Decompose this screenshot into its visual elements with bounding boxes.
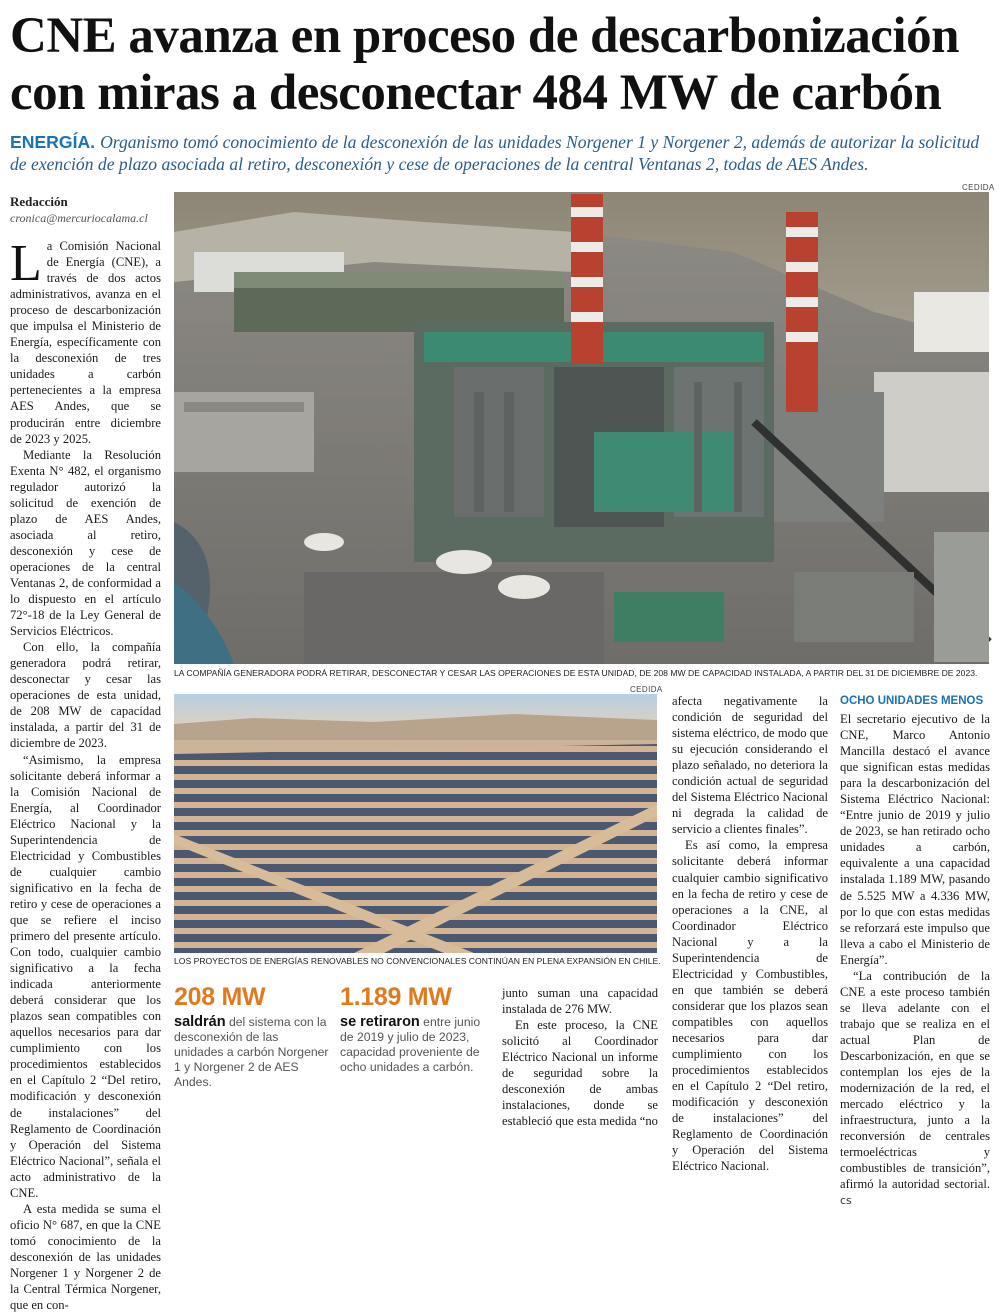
stat-number: 208 MW (174, 983, 266, 1011)
body-paragraph: Mediante la Resolución Exenta N° 482, el organismo regulador autorizó la solicitud de exención de plazo de AES Andes, asociada al retiro, desconexión y cese de operaciones de la central Ventanas 2, de conformidad a lo dispuesto en el artículo 72°-18 de la Ley General de Servicios Eléctricos. (10, 447, 161, 639)
byline-author: Redacción (10, 194, 68, 209)
body-paragraph: El secretario ejecutivo de la CNE, Marco Antonio Mancilla destacó el avance que significan estas medidas para la descarbonización del Sistema Eléctrico Nacional: “Entre junio de 2019 y julio de 2023, se han retirado ocho unidades a carbón, equivalente a una capacidad instalada 1.189 MW, pasando de 5.525 MW a 4.336 MW, por lo que con estas medidas se reforzará este impulso que lleva a cabo el Ministerio de Energía”. (840, 712, 990, 967)
body-column-2 (502, 985, 658, 1129)
main-photo-caption: LA COMPAÑÍA GENERADORA PODRÁ RETIRAR, DESCONECTAR Y CESAR LAS OPERACIONES DE ESTA UNIDAD, DE 208 MW DE CAPACIDAD INSTALADA, A PARTIR DEL 31 DE DICIEMBRE DE 2023. (174, 668, 978, 678)
section-kicker: ENERGÍA. (10, 132, 96, 152)
stat-text: se retiraron entre junio de 2019 y julio de 2023, capacidad proveniente de ocho unidades a carbón. (340, 1014, 481, 1074)
body-paragraph: Con ello, la compañía generadora podrá retirar, desconectar y cesar las operaciones de esta unidad, de 208 MW de capacidad instalada, a partir del 31 de diciembre de 2023. (10, 640, 161, 751)
stat-208mw (174, 982, 329, 1090)
body-paragraph: junto suman una capacidad instalada de 276 MW. (502, 986, 658, 1017)
byline-email[interactable]: cronica@mercuriocalama.cl (10, 211, 148, 225)
photo-credit: CEDIDA (962, 183, 995, 192)
body-paragraph: “La contribución de la CNE a este proceso también se lleva adelante con el trabajo que se realiza en el actual Plan de Descarbonización, en que se contemplan los ejes de la modernización de la red, el mercado eléctrico y la infraestructura, junto a la reconversión de centrales termoeléctricas y combustibles de transición”, afirmó la autoridad sectorial. cs (840, 968, 990, 1208)
stat-1189mw (340, 982, 488, 1075)
body-paragraph: afecta negativamente la condición de seguridad del sistema eléctrico, de modo que su ejecución considerando el plazo señalado, no deteriora la condición actual de seguridad del Sistema Eléctrico Nacional ni degrada la calidad de servicio a clientes finales”. (672, 694, 828, 837)
body-column-3 (672, 693, 828, 1174)
stat-text: saldrán del sistema con la desconexión de las unidades a carbón Norgener 1 y Norgener 2 de AES Andes. (174, 1014, 329, 1089)
body-paragraph: La Comisión Nacional de Energía (CNE), a través de dos actos administrativos, avanza en el proceso de descarbonización que impulsa el Ministerio de Energía, específicamente con la desconexión de tres unidades a carbón pertenecientes a la empresa AES Andes, que se producirán entre diciembre de 2023 y 2025. (10, 235, 161, 446)
headline: CNE avanza en proceso de descarbonización con miras a desconectar 484 MW de carbón (10, 8, 959, 121)
solar-farm-photo (174, 694, 657, 953)
byline (10, 194, 170, 226)
photo-credit: CEDIDA (630, 685, 663, 694)
end-mark: cs (840, 1194, 852, 1208)
body-paragraph: “Asimismo, la empresa solicitante deberá informar a la Comisión Nacional de Energía, al Coordinador Eléctrico Nacional y la Superintendencia de Electricidad y Combustibles de cualquier cambio significativo en la fecha de retiro y cese de operaciones a que se refiere el inciso primero del presente artículo. Con todo, cualquier cambio significativo a la fecha indicada anteriormente deberá considerar que los plazos sean compatibles con aquellos necesarios para dar cumplimiento con los procedimientos establecidos en el Capítulo 2 “Del retiro, modificación y desconexión de instalaciones” del Reglamento de Coordinación y Operación del Sistema Eléctrico Nacional”, señala el acto administrativo de la CNE. (10, 752, 161, 1200)
body-column-4 (840, 693, 990, 1208)
body-paragraph: Es así como, la empresa solicitante deberá informar cualquier cambio significativo en la fecha de retiro y cese de operaciones a la CNE, al Coordinador Eléctrico Nacional y a la Superintendencia de Electricidad y Combustibles, en que también se deberá considerar que los plazos sean compatibles con aquellos necesarios para dar cumplimiento con los procedimientos establecidos en el Capítulo 2 “Del retiro, modificación y desconexión de instalaciones” del Reglamento de Coordinación y Operación del Sistema Eléctrico Nacional. (672, 838, 828, 1174)
body-paragraph: En este proceso, la CNE solicitó al Coordinador Eléctrico Nacional un informe de seguridad sobre la desconexión de ambas instalaciones, donde se estableció que esta medida “no (502, 1018, 658, 1129)
drop-cap: L (10, 235, 42, 292)
power-plant-photo (174, 192, 989, 664)
body-column-1 (10, 235, 161, 1313)
deck-text: Organismo tomó conocimiento de la desconexión de las unidades Norgener 1 y Norgener 2, además de autorizar la solicitud de exención de plazo asociada al retiro, desconexión y cese de operaciones de la central Ventanas 2, todas de AES Andes. (10, 132, 980, 174)
body-paragraph: A esta medida se suma el oficio N° 687, en que la CNE tomó conocimiento de la desconexión de las unidades Norgener 1 y Norgener 2 de la Central Térmica Norgener, que en con- (10, 1201, 161, 1313)
stat-number: 1.189 MW (340, 983, 452, 1011)
deck (10, 131, 990, 175)
second-photo-caption: LOS PROYECTOS DE ENERGÍAS RENOVABLES NO CONVENCIONALES CONTINÚAN EN PLENA EXPANSIÓN EN CHILE. (174, 956, 661, 966)
subhead: OCHO UNIDADES MENOS (840, 695, 984, 707)
